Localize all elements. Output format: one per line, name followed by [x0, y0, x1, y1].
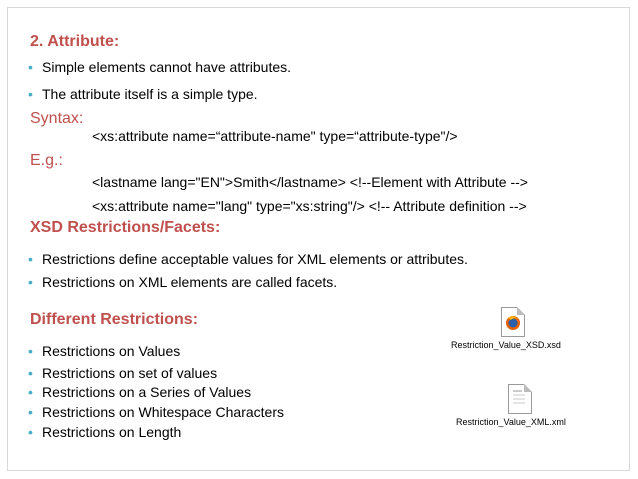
list-item: • Restrictions on set of values: [28, 365, 218, 381]
list-item: • The attribute itself is a simple type.: [28, 86, 258, 102]
syntax-label: Syntax:: [30, 110, 84, 127]
list-item: • Restrictions on Whitespace Characters: [28, 404, 284, 420]
bullet-dot: •: [28, 384, 33, 400]
firefox-file-icon[interactable]: [501, 307, 525, 337]
slide-frame: [7, 7, 630, 471]
list-item: • Restrictions on XML elements are called facets.: [28, 274, 338, 290]
example-code-line: <xs:attribute name="lang" type="xs:string"/> <!-- Attribute definition -->: [92, 198, 527, 214]
attribute-heading: 2. Attribute:: [30, 33, 120, 50]
different-restrictions-heading: Different Restrictions:: [30, 311, 199, 328]
syntax-code: <xs:attribute name=“attribute-name" type=“attribute-type"/>: [92, 128, 458, 144]
list-item: • Restrictions define acceptable values for XML elements or attributes.: [28, 251, 468, 267]
bullet-dot: •: [28, 424, 33, 440]
example-code-line: <lastname lang="EN">Smith</lastname> <!--Element with Attribute -->: [92, 174, 528, 190]
bullet-dot: •: [28, 59, 33, 75]
text-file-icon[interactable]: [508, 384, 532, 414]
example-label: E.g.:: [30, 152, 63, 169]
bullet-dot: •: [28, 251, 33, 267]
list-item: • Restrictions on Length: [28, 424, 182, 440]
list-item: • Restrictions on Values: [28, 343, 181, 359]
bullet-dot: •: [28, 86, 33, 102]
bullet-dot: •: [28, 365, 33, 381]
list-item: • Restrictions on a Series of Values: [28, 384, 252, 400]
attachment-label[interactable]: Restriction_Value_XML.xml: [456, 417, 566, 427]
attachment-label[interactable]: Restriction_Value_XSD.xsd: [451, 340, 561, 350]
bullet-dot: •: [28, 404, 33, 420]
list-item: • Simple elements cannot have attributes.: [28, 59, 292, 75]
bullet-dot: •: [28, 274, 33, 290]
bullet-dot: •: [28, 343, 33, 359]
restrictions-heading: XSD Restrictions/Facets:: [30, 219, 221, 236]
